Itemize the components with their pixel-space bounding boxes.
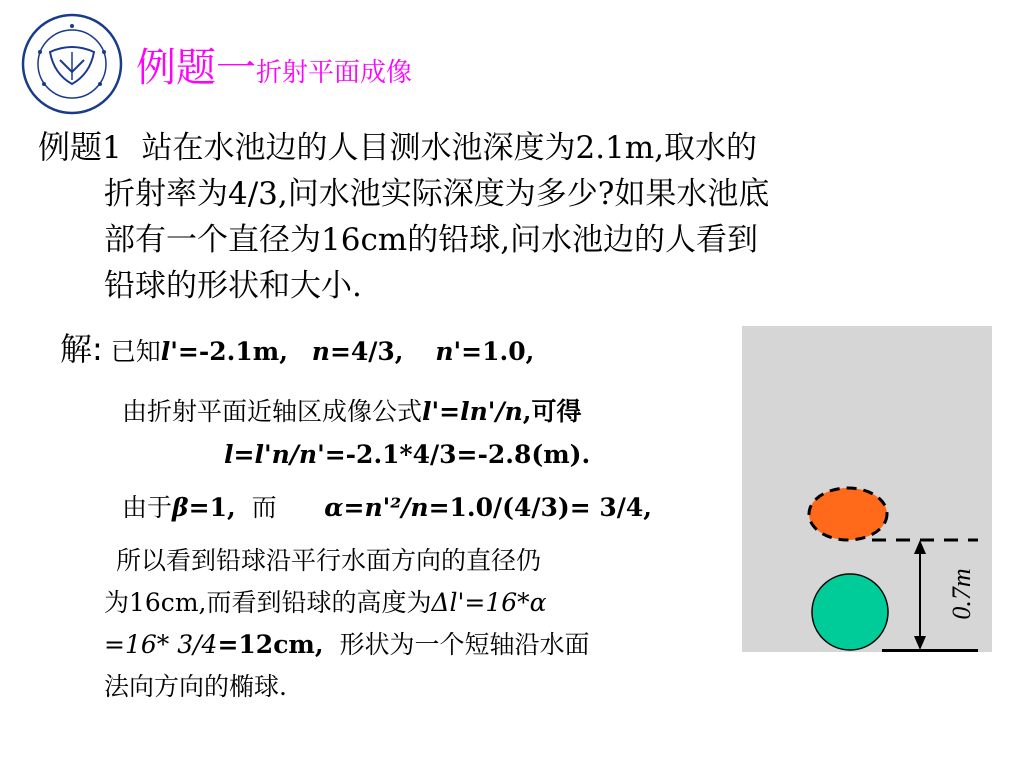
dimension-label: 0.7m	[947, 568, 976, 620]
slide-title	[136, 36, 412, 93]
problem-line-4: 铅球的形状和大小.	[104, 268, 362, 304]
solution-given: 解: 已知l'=-2.1m, n=4/3, n'=1.0,	[60, 330, 535, 368]
solution-result: l=l'n/n'=-2.1*4/3=-2.8(m).	[224, 440, 591, 469]
problem-label: 例题	[38, 128, 103, 166]
pool-diagram	[742, 326, 992, 652]
title-main: 例题一	[136, 45, 256, 91]
solution-label: 解:	[60, 330, 103, 368]
problem-line-2: 折射率为4/3,问水池实际深度为多少?如果水池底	[104, 176, 770, 212]
solution-magnification: 由于β=1, 而 α=n'²/n=1.0/(4/3)= 3/4,	[122, 493, 653, 522]
university-logo	[20, 12, 124, 116]
apparent-ball-ellipse	[809, 488, 887, 540]
problem-statement	[38, 124, 958, 309]
title-sub: 折射平面成像	[256, 58, 413, 88]
problem-line-1: 站在水池边的人目测水池深度为2.1m,取水的	[141, 130, 758, 166]
real-ball-circle	[812, 574, 888, 650]
solution-conclusion: 所以看到铅球沿平行水面方向的直径仍 为16cm,而看到铅球的高度为Δl'=16*α =16* 3/4=12cm, 形状为一个短轴沿水面 法向方向的椭球.	[104, 546, 590, 701]
solution-formula: 由折射平面近轴区成像公式l'=ln'/n,可得	[122, 397, 582, 426]
problem-number: 1	[102, 130, 122, 166]
problem-line-3: 部有一个直径为16cm的铅球,问水池边的人看到	[104, 222, 759, 258]
